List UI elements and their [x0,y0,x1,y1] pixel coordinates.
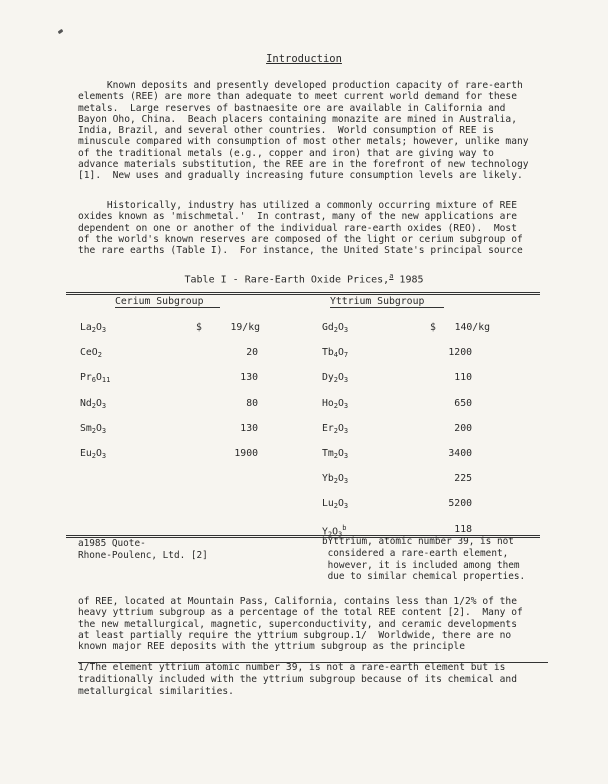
cerium-price-2: 130 [240,372,258,384]
yttrium-oxide-4: $Er_2O_3$ [322,422,349,435]
cerium-price-1: 20 [246,347,258,359]
table-top-rule [66,292,540,293]
cerium-price-3: 80 [246,397,258,409]
table-caption [0,272,608,285]
cerium-oxide-2: $Pr_6O_{11}$ [80,372,111,385]
cerium-oxide-3: $Nd_2O_3$ [80,397,107,410]
table-footnote-b: bYttrium, atomic number 39, is not considered a rare-earth element, however, it is included among them due to similar chemical properties. [322,536,526,583]
yttrium-oxide-3: $Ho_2O_3$ [322,397,349,410]
yttrium-price-8: 118 [454,523,472,535]
footnote-1: 1/The element yttrium atomic number 39, is not a rare-earth element but is traditionally included with the yttrium subgroup because of its chemical and metallurgical similarities. [78,662,517,697]
table-caption-text: Table I - Rare-Earth Oxide Prices, [184,274,390,286]
yttrium-oxide-2: $Dy_2O_3$ [322,372,349,385]
cerium-subgroup-header: Cerium Subgroup [115,296,220,307]
yttrium-oxide-7: $Lu_2O_3$ [322,498,349,511]
table-top-rule-2 [66,294,540,295]
cerium-price-5: 1900 [234,448,258,459]
paragraph-2: Historically, industry has utilized a commonly occurring mixture of REE oxides known as 'mischmetal.' In contrast, many of the new applications are dependent on one or another of the individual rare-earth oxides (REO). Most of the world's known reserves are composed of the light or cerium subgroup of the rare earths (Table I). For instance, the United State's principal source [78,200,523,257]
yttrium-price-1: 1200 [448,347,472,359]
yttrium-price-3: 650 [454,397,472,409]
yttrium-price-7: 5200 [448,498,472,510]
cerium-oxide-4: $Sm_2O_3$ [80,422,107,435]
section-heading: Introduction [266,53,342,65]
yttrium-price-4: 200 [454,422,472,434]
table-footnote-a: a1985 Quote- Rhone-Poulenc, Ltd. [2] [78,538,208,561]
yttrium-price-6: 225 [454,473,472,485]
dollar-sign: $ [196,322,202,333]
dollar-sign: $ [430,322,436,333]
paragraph-1: Known deposits and presently developed production capacity of rare-earth elements (REE) are more than adequate to meet current world demand for these metals. Large reserves of bastnaesite ore are available in California and Bayon Oho, China. Beach placers containing monazite are mined in Australia, India, Brazil, and several other countries. World consumption of REE is minuscule compared with consumption of most other metals; however, unlike many of the traditional metals (e.g., copper and iron) that are giving way to advance materials substitution, the REE are in the forefront of new technology [1]. New uses and gradually increasing future consumption levels are likely. [78,80,529,182]
yttrium-price-2: 110 [454,372,472,384]
cerium-oxide-0: $La_2O_3$ [80,322,107,334]
yttrium-price-5: 3400 [448,448,472,459]
cerium-price-4: 130 [240,422,258,434]
table-caption-year: 1985 [393,274,424,286]
scan-speck [58,29,64,34]
yttrium-subgroup-header: Yttrium Subgroup [330,296,444,307]
yttrium-oxide-6: $Yb_2O_3$ [322,473,349,486]
cerium-price-0: 19/kg [230,322,260,333]
paragraph-3: of REE, located at Mountain Pass, California, contains less than 1/2% of the heavy yttrium subgroup as a percentage of the total REE content [2]. Many of the new metallurgical, magnetic, superconductivity, and ceramic developments at least partially require the yttrium subgroup.1/ Worldwide, there are no known major REE deposits with the yttrium subgroup as the principle [78,596,523,653]
yttrium-oxide-0: $Gd_2O_3$ [322,322,349,334]
cerium-oxide-5: $Eu_2O_3$ [80,448,107,460]
yttrium-price-0: 140/kg [454,322,490,333]
cerium-oxide-1: CeO$_2$ [80,347,102,360]
table-caption-sup: a [389,272,394,280]
yttrium-oxide-1: $Tb_4O_7$ [322,347,349,360]
yttrium-oxide-8: $Y_2O_3^b$ [322,523,347,538]
yttrium-oxide-5: $Tm_2O_3$ [322,448,349,460]
